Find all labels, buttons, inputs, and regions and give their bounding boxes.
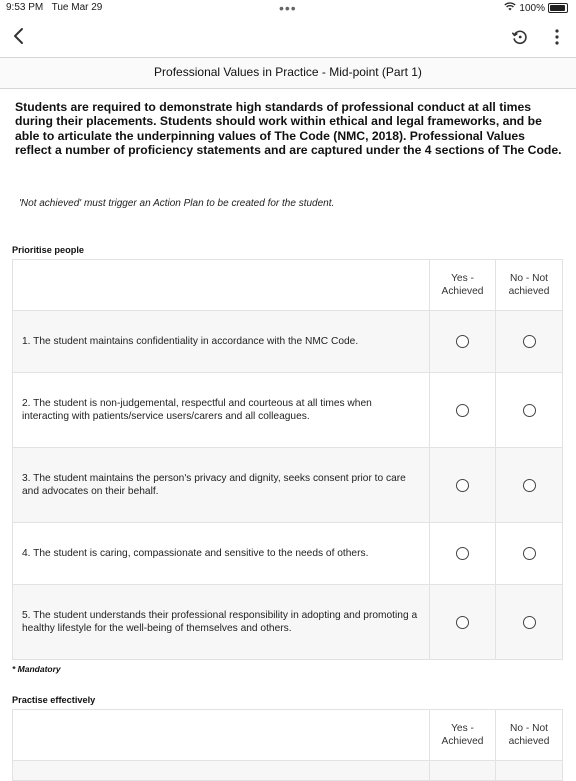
yes-cell	[430, 761, 496, 781]
statement-text: 5. The student understands their professional responsibility in adopting and promoting a healthy lifestyle for the well-being of themselves and others.	[13, 585, 430, 660]
table-row	[13, 311, 563, 373]
statement-text	[13, 761, 430, 781]
chevron-left-icon	[10, 24, 30, 48]
table-header-row	[13, 710, 563, 761]
statement-text: 1. The student maintains confidentiality in accordance with the NMC Code.	[13, 311, 430, 373]
yes-cell	[430, 311, 496, 373]
history-button[interactable]	[511, 28, 529, 46]
statement-text: 4. The student is caring, compassionate and sensitive to the needs of others.	[13, 523, 430, 585]
back-button[interactable]	[10, 24, 30, 48]
status-time-date: 9:53 PM Tue Mar 29	[6, 2, 103, 13]
section-title-prioritise-people: Prioritise people	[12, 245, 84, 255]
more-options-button[interactable]	[548, 26, 566, 48]
no-not-achieved-header: No - Not achieved	[496, 710, 563, 761]
no-not-achieved-radio[interactable]	[523, 547, 536, 560]
status-right	[504, 2, 568, 14]
yes-cell	[430, 448, 496, 523]
section-title-practise-effectively: Practise effectively	[12, 695, 96, 705]
yes-cell	[430, 373, 496, 448]
mandatory-note: * Mandatory	[12, 664, 61, 674]
yes-achieved-header: Yes - Achieved	[430, 710, 496, 761]
table-row	[13, 523, 563, 585]
page-title: Professional Values in Practice - Mid-point (Part 1)	[0, 57, 576, 89]
yes-achieved-radio[interactable]	[456, 616, 469, 629]
no-cell	[496, 761, 563, 781]
no-cell	[496, 523, 563, 585]
nav-bar	[0, 16, 576, 56]
no-cell	[496, 585, 563, 660]
no-cell	[496, 448, 563, 523]
no-not-achieved-radio[interactable]	[523, 335, 536, 348]
practise-effectively-table	[12, 709, 563, 781]
action-plan-note: 'Not achieved' must trigger an Action Plan to be created for the student.	[19, 198, 335, 209]
yes-achieved-radio[interactable]	[456, 404, 469, 417]
wifi-icon	[504, 2, 516, 14]
battery-icon	[548, 3, 568, 13]
table-header-row	[13, 260, 563, 311]
no-cell	[496, 373, 563, 448]
yes-achieved-header: Yes - Achieved	[430, 260, 496, 311]
yes-achieved-radio[interactable]	[456, 547, 469, 560]
prioritise-people-table	[12, 259, 563, 660]
battery-percent: 100%	[519, 2, 545, 14]
status-bar	[0, 0, 576, 16]
table-row	[13, 761, 563, 781]
yes-achieved-radio[interactable]	[456, 335, 469, 348]
more-vertical-icon	[548, 26, 566, 48]
history-icon	[511, 28, 529, 46]
yes-achieved-radio[interactable]	[456, 479, 469, 492]
statement-header	[13, 260, 430, 311]
table-row	[13, 373, 563, 448]
statement-header	[13, 710, 430, 761]
statement-text: 2. The student is non-judgemental, respectful and courteous at all times when interacting with patients/service users/carers and all colleagues.	[13, 373, 430, 448]
yes-cell	[430, 523, 496, 585]
multitask-dots-icon[interactable]: •••	[279, 0, 297, 16]
no-not-achieved-header: No - Not achieved	[496, 260, 563, 311]
no-not-achieved-radio[interactable]	[523, 479, 536, 492]
table-row	[13, 448, 563, 523]
no-not-achieved-radio[interactable]	[523, 616, 536, 629]
table-row	[13, 585, 563, 660]
statement-text: 3. The student maintains the person's privacy and dignity, seeks consent prior to care and advocates on their behalf.	[13, 448, 430, 523]
intro-text: Students are required to demonstrate high standards of professional conduct at all times during their placements. Students should work within ethical and legal frameworks, and be able to articulate the underpinning values of The Code (NMC, 2018). Professional Values reflect a number of proficiency statements and are captured under the 4 sections of The Code.	[15, 100, 562, 157]
no-cell	[496, 311, 563, 373]
no-not-achieved-radio[interactable]	[523, 404, 536, 417]
yes-cell	[430, 585, 496, 660]
